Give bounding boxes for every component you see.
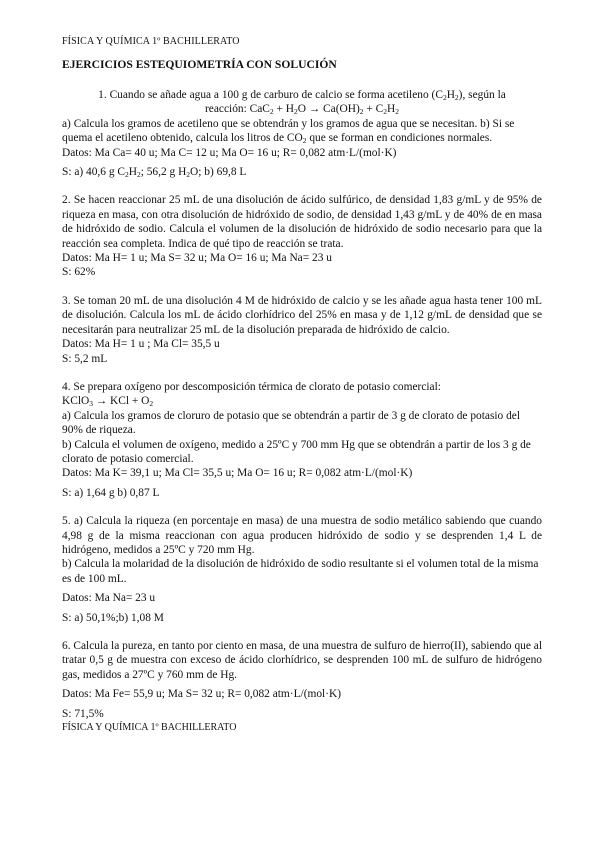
reaction-equation: $CaC_2 + H_2O \to Ca(OH)_2 + C_2H_2$: [249, 103, 399, 117]
exercise-4: [62, 380, 542, 500]
exercise-3-statement: 3. Se toman 20 mL de una disolución 4 M de hidróxido de calcio y se les añade agua hasta tener 100 mL de disolución. Calcula los mL de ácido clorhídrico del 25% en masa y de 1,12 g/mL de densidad que se necesitarán para neutralizar 25 mL de la disolución preparada de hidróxido de calcio.: [62, 294, 542, 336]
exercise-3: [62, 294, 542, 366]
exercise-2-statement: 2. Se hacen reaccionar 25 mL de una disolución de ácido sulfúrico, de densidad 1,83 g/mL y de 95% de riqueza en masa, con otra disolución de hidróxido de sodio, de densidad 1,43 g/mL y de 40% de en masa de hidróxido de sodio. Calcula el volumen de la disolución de hidróxido de sodio necesario para que la reacción sea completa. Indica de qué tipo de reacción se trata.: [62, 194, 542, 250]
formula-acetylene-sol: $C_2H_2$: [117, 166, 141, 180]
exercise-2-data: Datos: Ma H= 1 u; Ma S= 32 u; Ma O= 16 u; Ma Na= 23 u: [62, 252, 332, 265]
exercise-1-question-end: que se forman en condiciones normales.: [306, 132, 493, 145]
exercise-6-data: Datos: Ma Fe= 55,9 u; Ma S= 32 u; R= 0,082 atm·L/(mol·K): [62, 688, 342, 701]
exercise-5: [62, 514, 542, 625]
exercise-4-reaction: KClO$_3$ → KCl + $O_2$: [62, 395, 154, 409]
exercise-1-reaction: [62, 102, 542, 116]
solution-part-a: S: a) 40,6 g: [62, 166, 118, 179]
exercise-5-question-b: b) Calcula la molaridad de la disolución de hidróxido de sodio resultante si el volumen total de la misma es de 100 mL.: [62, 558, 539, 585]
exercise-5-data: Datos: Ma Na= 23 u: [62, 592, 156, 605]
exercise-4-question-b: b) Calcula el volumen de oxígeno, medido a 25ºC y 700 mm Hg que se obtendrán a partir de los 3 g de clorato de potasio comercial.: [62, 438, 531, 465]
exercise-list: [62, 88, 542, 735]
exercise-2: [62, 193, 542, 279]
exercise-1-question-text: a) Calcula los gramos de acetileno que se obtendrán y los gramos de agua que se necesitan. b) Si se quema el acetileno obtenido, calcula los litros de: [62, 117, 515, 145]
exercise-6-solution: S: 71,5%: [62, 707, 104, 720]
page-title: EJERCICIOS ESTEQUIOMETRÍA CON SOLUCIÓN: [62, 58, 337, 71]
exercise-1-solution: [62, 165, 542, 179]
exercise-4-question-a: a) Calcula los gramos de cloruro de potasio que se obtendrán a partir de 3 g de clorato de potasio del 90% de riqueza.: [62, 409, 521, 437]
page-footer: FÍSICA Y QUÍMICA 1º BACHILLERATO: [62, 722, 237, 734]
exercise-3-data: Datos: Ma H= 1 u ; Ma Cl= 35,5 u: [62, 338, 220, 351]
exercise-1: [62, 88, 542, 179]
reaction-label: reacción:: [205, 103, 247, 116]
formula-water: $H_2O$: [178, 166, 199, 180]
exercise-4-solution: S: a) 1,64 g b) 0,87 L: [62, 486, 160, 499]
exercise-1-questions: [62, 117, 542, 146]
exercise-1-intro-end: ), según la: [458, 89, 506, 101]
formula-acetylene: $C_2H_2$: [435, 89, 459, 102]
exercise-1-statement: [62, 88, 542, 102]
exercise-5-statement: 5. a) Calcula la riqueza (en porcentaje en masa) de una muestra de sodio metálico sabiendo que cuando 4,98 g de la misma reaccionan con agua producen hidróxido de sodio y se desprenden 1,4 L de hidrógeno, medidos a 25ºC y 720 mm Hg.: [62, 515, 542, 556]
exercise-4-statement: 4. Se prepara oxígeno por descomposición térmica de clorato de potasio comercial:: [62, 380, 441, 393]
exercise-4-data: Datos: Ma K= 39,1 u; Ma Cl= 35,5 u; Ma O= 16 u; R= 0,082 atm·L/(mol·K): [62, 467, 413, 480]
formula-co2: $CO_2$: [286, 132, 307, 146]
exercise-2-solution: S: 62%: [62, 266, 96, 279]
solution-part-b: ; b) 69,8 L: [198, 166, 247, 179]
page-header: FÍSICA Y QUÍMICA 1º BACHILLERATO: [62, 36, 240, 47]
exercise-1-data: Datos: Ma Ca= 40 u; Ma C= 12 u; Ma O= 16 u; R= 0,082 atm·L/(mol·K): [62, 146, 397, 159]
exercise-6-statement: 6. Calcula la pureza, en tanto por ciento en masa, de una muestra de sulfuro de hierro(II), sabiendo que al tratar 0,5 g de muestra con exceso de ácido clorhídrico, se desprenden 100 mL de sulfuro de hidrógeno gas, medidos a 27ºC y 760 mm de Hg.: [62, 640, 542, 681]
exercise-5-solution: S: a) 50,1%;b) 1,08 M: [62, 611, 164, 624]
solution-mid: ; 56,2 g: [140, 166, 179, 179]
exercise-6: [62, 639, 542, 721]
exercise-3-solution: S: 5,2 mL: [62, 352, 108, 365]
exercise-1-intro: 1. Cuando se añade agua a 100 g de carburo de calcio se forma acetileno (: [98, 89, 436, 101]
